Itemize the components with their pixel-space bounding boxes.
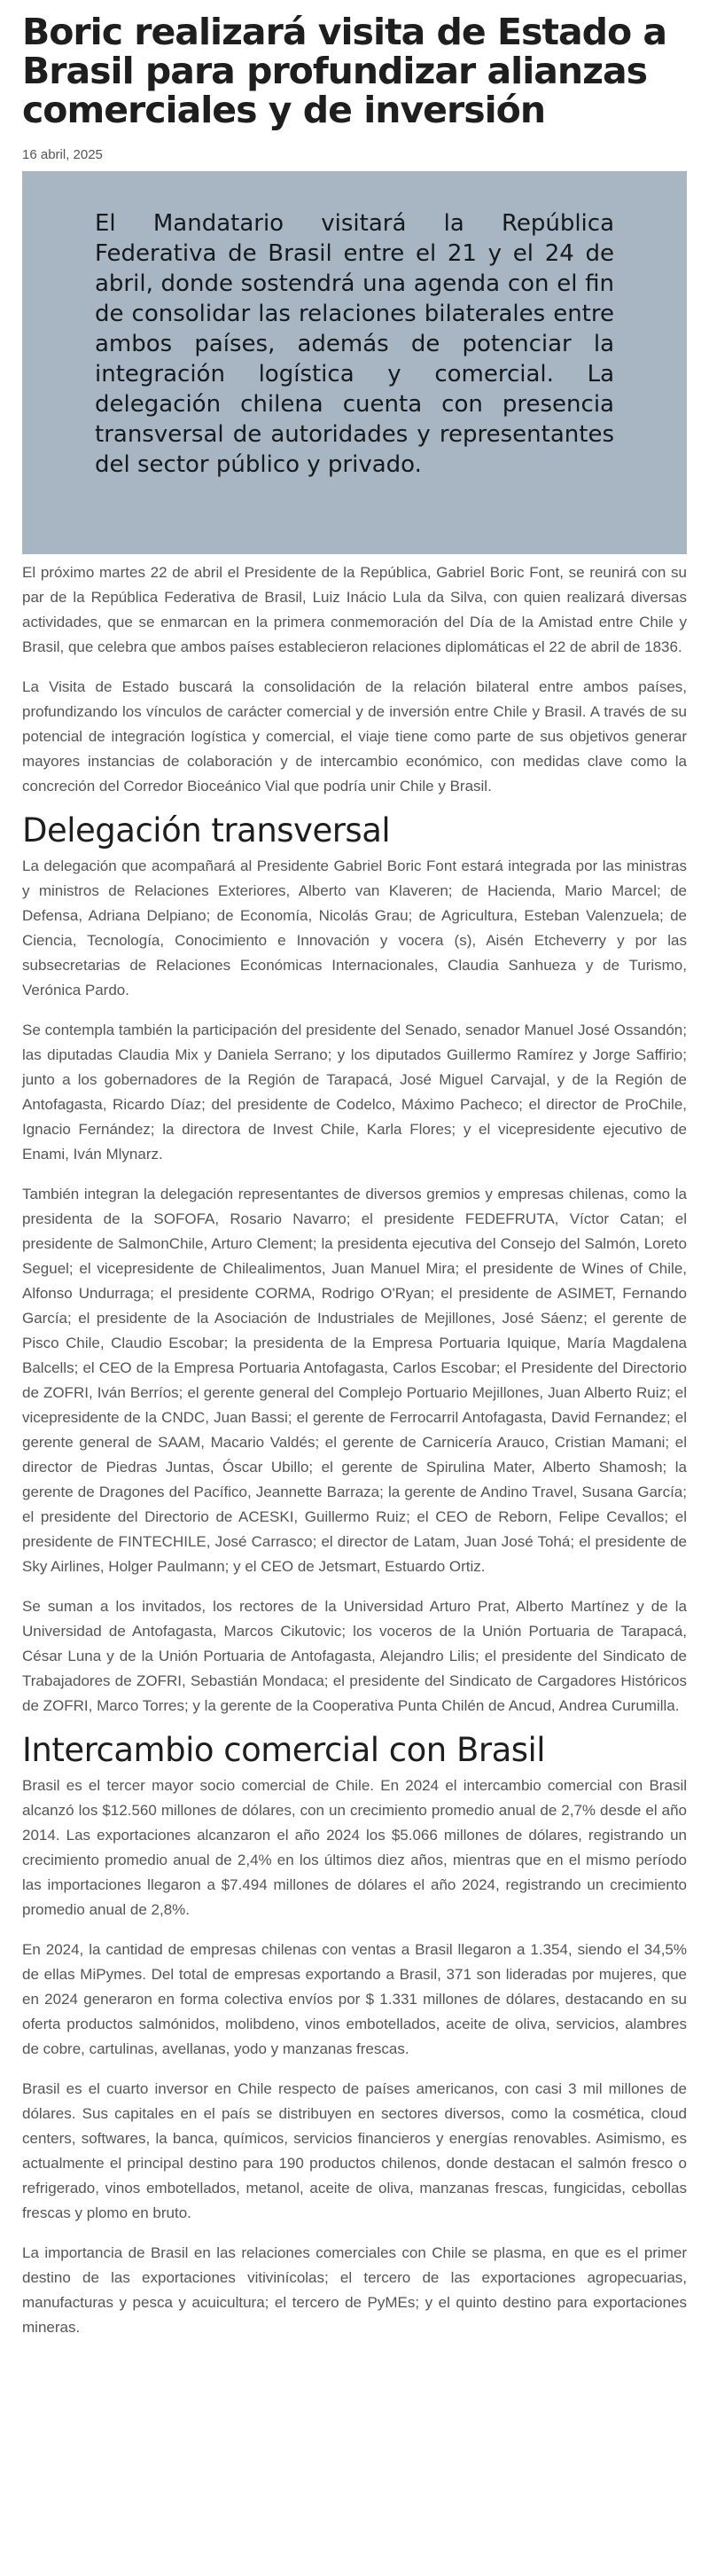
body-paragraph: Se contempla también la participación del presidente del Senado, senador Manuel José Ossandón; las diputadas Claudia Mix y Daniela Serrano; y los diputados Guillermo Ramírez y Jorge Saffirio; junto a los gobernadores de la Región de Tarapacá, José Miguel Carvajal, y de la Región de Antofagasta, Ricardo Díaz; del presidente de Codelco, Máximo Pacheco; el director de ProChile, Ignacio Fernández; la directora de Invest Chile, Karla Flores; y el vicepresidente ejecutivo de Enami, Iván Mlynarz. [22,1022,687,1163]
body-paragraph: Brasil es el cuarto inversor en Chile respecto de países americanos, con casi 3 mil millones de dólares. Sus capitales en el país se distribuyen en sectores diversos, como la cosmética, cloud centers, softwares, la banca, químicos, servicios financieros y energías renovables. Asimismo, es actualmente el principal destino para 190 productos chilenos, donde destacan el salmón fresco o refrigerado, vinos embotellados, metanol, aceite de oliva, manzanas frescas, fungicidas, cebollas frescas y plomo en bruto. [22,2080,687,2221]
body-paragraph: Se suman a los invitados, los rectores de la Universidad Arturo Prat, Alberto Martínez y de la Universidad de Antofagasta, Marcos Cikutovic; los voceros de la Unión Portuaria de Tarapacá, César Luna y de la Unión Portuaria de Antofagasta, Alejandro Lilis; el presidente del Sindicato de Trabajadores de ZOFRI, Sebastián Mondaca; el presidente del Sindicato de Cargadores Históricos de ZOFRI, Marco Torres; y la gerente de la Cooperativa Punta Chilén de Ancud, Andrea Curumilla. [22,1598,687,1714]
lede-box [22,171,687,554]
section-heading: Delegación transversal [22,811,391,850]
body-paragraph: El próximo martes 22 de abril el Presidente de la República, Gabriel Boric Font, se reunirá con su par de la República Federativa de Brasil, Luiz Inácio Lula da Silva, con quien realizará diversas actividades, que se enmarcan en la primera conmemoración del Día de la Amistad entre Chile y Brasil, que celebra que ambos países establecieron relaciones diplomáticas el 22 de abril de 1836. [22,564,687,655]
article [0,12,709,2340]
article-title: Boric realizará visita de Estado a Brasil para profundizar alianzas comerciales y de inversión [22,11,667,131]
body-paragraph: La delegación que acompañará al Presidente Gabriel Boric Font estará integrada por las ministras y ministros de Relaciones Exteriores, Alberto van Klaveren; de Hacienda, Mario Marcel; de Defensa, Adriana Delpiano; de Economía, Nicolás Grau; de Agricultura, Esteban Valenzuela; de Ciencia, Tecnología, Conocimiento e Innovación y vocera (s), Aisén Etcheverry y por las subsecretarias de Relaciones Económicas Internacionales, Claudia Sanhueza y de Turismo, Verónica Pardo. [22,857,687,998]
body-paragraph: En 2024, la cantidad de empresas chilenas con ventas a Brasil llegaron a 1.354, siendo el 34,5% de ellas MiPymes. Del total de empresas exportando a Brasil, 371 son lideradas por mujeres, que en 2024 generaron en forma colectiva envíos por $ 1.331 millones de dólares, destacando en su oferta productos salmónidos, molibdeno, vinos embotellados, aceite de oliva, servicios, alambres de cobre, cartulinas, avellanas, yodo y manzanas frescas. [22,1941,687,2057]
body-paragraph: También integran la delegación representantes de diversos gremios y empresas chilenas, como la presidenta de la SOFOFA, Rosario Navarro; el presidente FEDEFRUTA, Víctor Catan; el presidente de SalmonChile, Arturo Clement; la presidenta ejecutiva del Consejo del Salmón, Loreto Seguel; el vicepresidente de Chilealimentos, Juan Manuel Mira; el presidente de Wines of Chile, Alfonso Undurraga; el presidente CORMA, Rodrigo O'Ryan; el presidente de ASIMET, Fernando García; el presidente de la Asociación de Industriales de Mejillones, José Sáenz; el gerente de Pisco Chile, Claudio Escobar; la presidenta de la Empresa Portuaria Iquique, María Magdalena Balcells; el CEO de la Empresa Portuaria Antofagasta, Carlos Escobar; el Presidente del Directorio de ZOFRI, Iván Berríos; el gerente general del Complejo Portuario Mejillones, Juan Alberto Ruiz; el vicepresidente de la CNDC, Juan Bassi; el gerente de Ferrocarril Antofagasta, David Fernandez; el gerente general de SAAM, Macario Valdés; el gerente de Carnicería Arauco, Cristian Mamani; el director de Piedras Juntas, Óscar Ubillo; el gerente de Spirulina Mater, Alberto Shamosh; la gerente de Dragones del Pacífico, Jeannette Barraza; la gerente de Andino Travel, Susana García; el presidente del Directorio de ACESKI, Guillermo Ruiz; el CEO de Reborn, Felipe Cevallos; el presidente de FINTECHILE, José Carrasco; el director de Latam, Juan José Tohá; el presidente de Sky Airlines, Holger Paulmann; y el CEO de Jetsmart, Estuardo Ortiz. [22,1186,687,1575]
body-paragraph: La importancia de Brasil en las relaciones comerciales con Chile se plasma, en que es el primer destino de las exportaciones vitivinícolas; el tercero de las exportaciones agropecuarias, manufacturas y pesca y acuicultura; el tercero de PyMEs; y el quinto destino para exportaciones mineras. [22,2244,687,2336]
body-paragraph: Brasil es el tercer mayor socio comercial de Chile. En 2024 el intercambio comercial con Brasil alcanzó los $12.560 millones de dólares, con un crecimiento promedio anual de 2,7% desde el año 2014. Las exportaciones alcanzaron el año 2024 los $5.066 millones de dólares, registrando un crecimiento promedio anual de 2,4% en los últimos diez años, mientras que en el mismo período las importaciones llegaron a $7.494 millones de dólares el año 2024, registrando un crecimiento promedio anual de 2,8%. [22,1777,687,1918]
lede-text: El Mandatario visitará la República Federativa de Brasil entre el 21 y el 24 de abril, donde sostendrá una agenda con el fin de consolidar las relaciones bilaterales entre ambos países, además de potenciar la integración logística y comercial. La delegación chilena cuenta con presencia transversal de autoridades y representantes del sector público y privado. [95,210,614,478]
section-heading: Intercambio comercial con Brasil [22,1731,546,1769]
body-paragraph: La Visita de Estado buscará la consolidación de la relación bilateral entre ambos países, profundizando los vínculos de carácter comercial y de inversión entre Chile y Brasil. A través de su potencial de integración logística y comercial, el viaje tiene como parte de sus objetivos generar mayores instancias de colaboración y de intercambio económico, con medidas clave como la concreción del Corredor Bioceánico Vial que podría unir Chile y Brasil. [22,678,687,795]
publish-date: 16 abril, 2025 [22,147,103,162]
